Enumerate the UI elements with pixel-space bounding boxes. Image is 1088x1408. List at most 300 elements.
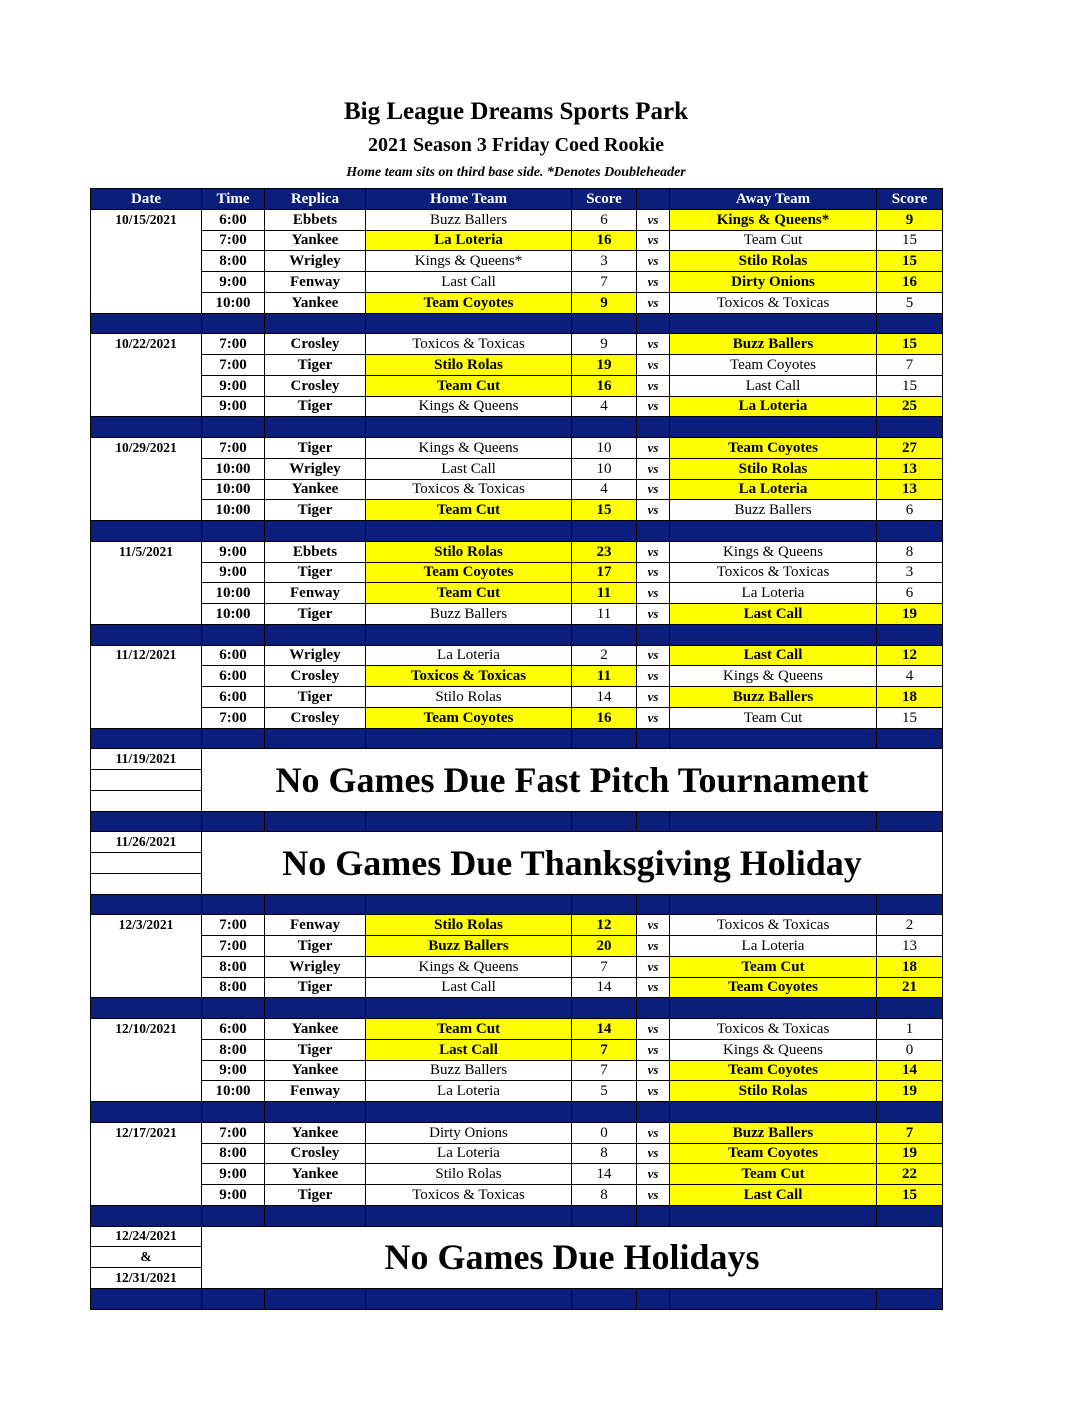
game-row xyxy=(91,1143,943,1164)
separator-cell xyxy=(265,728,366,749)
date-cell xyxy=(91,1060,202,1081)
time-cell: 6:00 xyxy=(202,645,265,666)
game-row xyxy=(91,1122,943,1143)
separator-cell xyxy=(91,624,202,645)
week-separator-row xyxy=(91,894,943,915)
date-cell xyxy=(91,770,202,791)
replica-field-cell: Ebbets xyxy=(265,541,366,562)
vs-cell: vs xyxy=(637,1081,670,1102)
no-games-banner: No Games Due Fast Pitch Tournament xyxy=(202,749,943,811)
vs-cell: vs xyxy=(637,230,670,251)
away-score-cell: 9 xyxy=(877,209,943,230)
date-cell xyxy=(91,853,202,874)
date-cell xyxy=(91,1143,202,1164)
time-cell: 8:00 xyxy=(202,956,265,977)
game-row xyxy=(91,666,943,687)
game-row xyxy=(91,251,943,272)
away-team-cell: Dirty Onions xyxy=(670,272,877,293)
separator-cell xyxy=(265,894,366,915)
replica-field-cell: Crosley xyxy=(265,375,366,396)
game-row xyxy=(91,438,943,459)
away-score-cell: 1 xyxy=(877,1019,943,1040)
home-team-cell: Last Call xyxy=(366,458,572,479)
separator-cell xyxy=(572,728,637,749)
home-score-cell: 12 xyxy=(572,915,637,936)
date-cell xyxy=(91,687,202,708)
away-team-cell: Buzz Ballers xyxy=(670,334,877,355)
vs-cell: vs xyxy=(637,666,670,687)
vs-cell: vs xyxy=(637,209,670,230)
away-team-cell: Team Coyotes xyxy=(670,438,877,459)
away-score-cell: 22 xyxy=(877,1164,943,1185)
separator-cell xyxy=(670,811,877,832)
separator-cell xyxy=(572,624,637,645)
home-score-cell: 9 xyxy=(572,334,637,355)
separator-cell xyxy=(265,1288,366,1309)
away-team-cell: Stilo Rolas xyxy=(670,251,877,272)
vs-cell: vs xyxy=(637,541,670,562)
home-team-cell: Kings & Queens xyxy=(366,956,572,977)
separator-cell xyxy=(202,894,265,915)
game-row xyxy=(91,458,943,479)
separator-cell xyxy=(91,894,202,915)
replica-field-cell: Fenway xyxy=(265,583,366,604)
week-separator-row xyxy=(91,1102,943,1123)
replica-field-cell: Fenway xyxy=(265,1081,366,1102)
separator-cell xyxy=(202,313,265,334)
time-cell: 9:00 xyxy=(202,562,265,583)
game-row xyxy=(91,1060,943,1081)
home-score-cell: 14 xyxy=(572,687,637,708)
time-cell: 7:00 xyxy=(202,915,265,936)
time-cell: 7:00 xyxy=(202,355,265,376)
home-score-cell: 23 xyxy=(572,541,637,562)
vs-cell: vs xyxy=(637,479,670,500)
replica-field-cell: Tiger xyxy=(265,687,366,708)
away-score-cell: 13 xyxy=(877,936,943,957)
away-team-cell: Buzz Ballers xyxy=(670,687,877,708)
schedule-body xyxy=(91,209,943,1309)
date-cell xyxy=(91,272,202,293)
separator-cell xyxy=(877,1205,943,1226)
home-score-cell: 6 xyxy=(572,209,637,230)
vs-cell: vs xyxy=(637,915,670,936)
game-row xyxy=(91,209,943,230)
home-score-cell: 19 xyxy=(572,355,637,376)
replica-field-cell: Yankee xyxy=(265,1019,366,1040)
time-cell: 9:00 xyxy=(202,375,265,396)
separator-cell xyxy=(265,417,366,438)
away-score-cell: 13 xyxy=(877,479,943,500)
replica-field-cell: Wrigley xyxy=(265,956,366,977)
home-score-cell: 8 xyxy=(572,1143,637,1164)
game-row xyxy=(91,1185,943,1206)
no-games-row xyxy=(91,832,943,853)
date-cell xyxy=(91,707,202,728)
home-team-cell: Kings & Queens* xyxy=(366,251,572,272)
col-header-away-score: Score xyxy=(877,189,943,210)
away-team-cell: Kings & Queens xyxy=(670,541,877,562)
game-row xyxy=(91,396,943,417)
date-cell xyxy=(91,500,202,521)
date-cell xyxy=(91,396,202,417)
home-score-cell: 16 xyxy=(572,375,637,396)
away-team-cell: Team Coyotes xyxy=(670,355,877,376)
replica-field-cell: Wrigley xyxy=(265,458,366,479)
separator-cell xyxy=(91,417,202,438)
date-cell xyxy=(91,1039,202,1060)
home-team-cell: Kings & Queens xyxy=(366,396,572,417)
separator-cell xyxy=(877,313,943,334)
no-games-banner: No Games Due Thanksgiving Holiday xyxy=(202,832,943,894)
home-team-cell: Team Coyotes xyxy=(366,292,572,313)
vs-cell: vs xyxy=(637,375,670,396)
home-team-cell: La Loteria xyxy=(366,1143,572,1164)
away-score-cell: 6 xyxy=(877,583,943,604)
replica-field-cell: Fenway xyxy=(265,272,366,293)
separator-cell xyxy=(670,728,877,749)
separator-cell xyxy=(366,811,572,832)
home-score-cell: 7 xyxy=(572,1039,637,1060)
separator-cell xyxy=(670,894,877,915)
time-cell: 6:00 xyxy=(202,687,265,708)
separator-cell xyxy=(265,811,366,832)
away-team-cell: Last Call xyxy=(670,1185,877,1206)
week-separator-row xyxy=(91,1288,943,1309)
separator-cell xyxy=(202,1205,265,1226)
vs-cell: vs xyxy=(637,396,670,417)
date-cell xyxy=(91,604,202,625)
home-team-cell: Team Cut xyxy=(366,583,572,604)
time-cell: 7:00 xyxy=(202,1122,265,1143)
separator-cell xyxy=(670,624,877,645)
home-team-cell: Stilo Rolas xyxy=(366,915,572,936)
away-score-cell: 15 xyxy=(877,707,943,728)
separator-cell xyxy=(877,521,943,542)
home-team-cell: Toxicos & Toxicas xyxy=(366,1185,572,1206)
replica-field-cell: Wrigley xyxy=(265,645,366,666)
col-header-home-team: Home Team xyxy=(366,189,572,210)
home-score-cell: 7 xyxy=(572,1060,637,1081)
time-cell: 9:00 xyxy=(202,541,265,562)
game-row xyxy=(91,541,943,562)
week-separator-row xyxy=(91,521,943,542)
time-cell: 9:00 xyxy=(202,1185,265,1206)
game-row xyxy=(91,707,943,728)
away-score-cell: 2 xyxy=(877,915,943,936)
home-score-cell: 17 xyxy=(572,562,637,583)
vs-cell: vs xyxy=(637,458,670,479)
separator-cell xyxy=(366,1288,572,1309)
week-separator-row xyxy=(91,1205,943,1226)
time-cell: 10:00 xyxy=(202,500,265,521)
date-cell xyxy=(91,458,202,479)
date-cell: & xyxy=(91,1247,202,1268)
col-header-time: Time xyxy=(202,189,265,210)
separator-cell xyxy=(202,811,265,832)
game-row xyxy=(91,272,943,293)
away-team-cell: Team Coyotes xyxy=(670,1060,877,1081)
date-cell xyxy=(91,375,202,396)
time-cell: 7:00 xyxy=(202,707,265,728)
time-cell: 8:00 xyxy=(202,251,265,272)
time-cell: 8:00 xyxy=(202,1143,265,1164)
replica-field-cell: Tiger xyxy=(265,1039,366,1060)
away-team-cell: Kings & Queens xyxy=(670,666,877,687)
away-score-cell: 19 xyxy=(877,1143,943,1164)
time-cell: 9:00 xyxy=(202,1164,265,1185)
away-team-cell: Buzz Ballers xyxy=(670,1122,877,1143)
separator-cell xyxy=(877,728,943,749)
date-cell: 12/24/2021 xyxy=(91,1226,202,1247)
header-row xyxy=(91,189,943,210)
date-cell xyxy=(91,1081,202,1102)
separator-cell xyxy=(637,417,670,438)
away-team-cell: Toxicos & Toxicas xyxy=(670,1019,877,1040)
home-score-cell: 20 xyxy=(572,936,637,957)
separator-cell xyxy=(366,521,572,542)
date-cell xyxy=(91,873,202,894)
week-separator-row xyxy=(91,811,943,832)
date-cell xyxy=(91,977,202,998)
home-team-cell: Toxicos & Toxicas xyxy=(366,334,572,355)
time-cell: 7:00 xyxy=(202,334,265,355)
vs-cell: vs xyxy=(637,438,670,459)
home-score-cell: 16 xyxy=(572,230,637,251)
separator-cell xyxy=(572,313,637,334)
home-team-cell: Toxicos & Toxicas xyxy=(366,479,572,500)
date-cell: 10/29/2021 xyxy=(91,438,202,459)
home-team-cell: Last Call xyxy=(366,977,572,998)
away-score-cell: 12 xyxy=(877,645,943,666)
home-score-cell: 15 xyxy=(572,500,637,521)
replica-field-cell: Tiger xyxy=(265,562,366,583)
away-score-cell: 15 xyxy=(877,375,943,396)
time-cell: 7:00 xyxy=(202,438,265,459)
no-games-row xyxy=(91,1226,943,1247)
vs-cell: vs xyxy=(637,1185,670,1206)
time-cell: 9:00 xyxy=(202,1060,265,1081)
home-team-cell: Buzz Ballers xyxy=(366,1060,572,1081)
separator-cell xyxy=(572,1102,637,1123)
replica-field-cell: Fenway xyxy=(265,915,366,936)
home-score-cell: 9 xyxy=(572,292,637,313)
replica-field-cell: Tiger xyxy=(265,355,366,376)
away-team-cell: La Loteria xyxy=(670,396,877,417)
week-separator-row xyxy=(91,998,943,1019)
away-team-cell: Kings & Queens xyxy=(670,1039,877,1060)
home-score-cell: 14 xyxy=(572,1164,637,1185)
separator-cell xyxy=(265,624,366,645)
vs-cell: vs xyxy=(637,1019,670,1040)
time-cell: 10:00 xyxy=(202,1081,265,1102)
separator-cell xyxy=(877,417,943,438)
separator-cell xyxy=(637,521,670,542)
no-games-row xyxy=(91,749,943,770)
date-cell xyxy=(91,562,202,583)
away-team-cell: La Loteria xyxy=(670,583,877,604)
away-score-cell: 27 xyxy=(877,438,943,459)
replica-field-cell: Yankee xyxy=(265,1060,366,1081)
home-team-cell: Buzz Ballers xyxy=(366,604,572,625)
home-score-cell: 4 xyxy=(572,479,637,500)
home-team-cell: Stilo Rolas xyxy=(366,687,572,708)
separator-cell xyxy=(637,998,670,1019)
home-team-cell: Team Coyotes xyxy=(366,562,572,583)
separator-cell xyxy=(670,998,877,1019)
vs-cell: vs xyxy=(637,936,670,957)
home-score-cell: 11 xyxy=(572,604,637,625)
time-cell: 10:00 xyxy=(202,604,265,625)
time-cell: 10:00 xyxy=(202,479,265,500)
separator-cell xyxy=(91,1102,202,1123)
date-cell xyxy=(91,1164,202,1185)
away-score-cell: 15 xyxy=(877,334,943,355)
date-cell xyxy=(91,790,202,811)
col-header-date: Date xyxy=(91,189,202,210)
home-score-cell: 5 xyxy=(572,1081,637,1102)
time-cell: 7:00 xyxy=(202,230,265,251)
separator-cell xyxy=(877,894,943,915)
game-row xyxy=(91,1019,943,1040)
away-score-cell: 15 xyxy=(877,251,943,272)
away-score-cell: 18 xyxy=(877,687,943,708)
home-score-cell: 14 xyxy=(572,1019,637,1040)
away-team-cell: Team Cut xyxy=(670,707,877,728)
vs-cell: vs xyxy=(637,292,670,313)
separator-cell xyxy=(637,728,670,749)
replica-field-cell: Ebbets xyxy=(265,209,366,230)
separator-cell xyxy=(91,1288,202,1309)
replica-field-cell: Yankee xyxy=(265,479,366,500)
separator-cell xyxy=(637,1288,670,1309)
replica-field-cell: Crosley xyxy=(265,707,366,728)
separator-cell xyxy=(637,811,670,832)
away-score-cell: 15 xyxy=(877,230,943,251)
game-row xyxy=(91,645,943,666)
separator-cell xyxy=(366,313,572,334)
home-score-cell: 8 xyxy=(572,1185,637,1206)
separator-cell xyxy=(202,417,265,438)
vs-cell: vs xyxy=(637,1164,670,1185)
replica-field-cell: Tiger xyxy=(265,1185,366,1206)
home-score-cell: 11 xyxy=(572,666,637,687)
replica-field-cell: Tiger xyxy=(265,977,366,998)
home-score-cell: 10 xyxy=(572,438,637,459)
separator-cell xyxy=(637,894,670,915)
separator-cell xyxy=(572,1205,637,1226)
separator-cell xyxy=(91,313,202,334)
away-team-cell: Team Cut xyxy=(670,1164,877,1185)
separator-cell xyxy=(572,1288,637,1309)
date-cell: 12/3/2021 xyxy=(91,915,202,936)
separator-cell xyxy=(572,894,637,915)
vs-cell: vs xyxy=(637,562,670,583)
separator-cell xyxy=(670,1102,877,1123)
home-team-cell: Team Coyotes xyxy=(366,707,572,728)
game-row xyxy=(91,355,943,376)
date-cell: 12/17/2021 xyxy=(91,1122,202,1143)
date-cell xyxy=(91,936,202,957)
home-team-cell: Team Cut xyxy=(366,500,572,521)
home-team-cell: La Loteria xyxy=(366,230,572,251)
date-cell xyxy=(91,292,202,313)
game-row xyxy=(91,479,943,500)
separator-cell xyxy=(366,624,572,645)
date-cell: 10/22/2021 xyxy=(91,334,202,355)
vs-cell: vs xyxy=(637,977,670,998)
home-team-cell: La Loteria xyxy=(366,645,572,666)
week-separator-row xyxy=(91,624,943,645)
separator-cell xyxy=(265,313,366,334)
game-row xyxy=(91,956,943,977)
time-cell: 8:00 xyxy=(202,977,265,998)
vs-cell: vs xyxy=(637,1122,670,1143)
game-row xyxy=(91,1164,943,1185)
time-cell: 6:00 xyxy=(202,1019,265,1040)
time-cell: 6:00 xyxy=(202,666,265,687)
away-score-cell: 13 xyxy=(877,458,943,479)
date-cell: 10/15/2021 xyxy=(91,209,202,230)
separator-cell xyxy=(202,998,265,1019)
separator-cell xyxy=(91,1205,202,1226)
col-header-replica: Replica xyxy=(265,189,366,210)
game-row xyxy=(91,687,943,708)
replica-field-cell: Tiger xyxy=(265,604,366,625)
separator-cell xyxy=(670,1205,877,1226)
col-header-home-score: Score xyxy=(572,189,637,210)
week-separator-row xyxy=(91,417,943,438)
replica-field-cell: Tiger xyxy=(265,438,366,459)
date-cell xyxy=(91,666,202,687)
replica-field-cell: Yankee xyxy=(265,1164,366,1185)
separator-cell xyxy=(202,1102,265,1123)
home-score-cell: 16 xyxy=(572,707,637,728)
away-score-cell: 21 xyxy=(877,977,943,998)
separator-cell xyxy=(572,521,637,542)
away-score-cell: 15 xyxy=(877,1185,943,1206)
vs-cell: vs xyxy=(637,334,670,355)
replica-field-cell: Tiger xyxy=(265,500,366,521)
home-score-cell: 7 xyxy=(572,272,637,293)
away-score-cell: 7 xyxy=(877,1122,943,1143)
vs-cell: vs xyxy=(637,583,670,604)
separator-cell xyxy=(91,728,202,749)
separator-cell xyxy=(202,521,265,542)
home-score-cell: 7 xyxy=(572,956,637,977)
vs-cell: vs xyxy=(637,1039,670,1060)
separator-cell xyxy=(877,811,943,832)
home-team-cell: La Loteria xyxy=(366,1081,572,1102)
replica-field-cell: Yankee xyxy=(265,292,366,313)
separator-cell xyxy=(670,313,877,334)
home-team-cell: Buzz Ballers xyxy=(366,209,572,230)
home-score-cell: 2 xyxy=(572,645,637,666)
date-cell xyxy=(91,583,202,604)
vs-cell: vs xyxy=(637,956,670,977)
home-score-cell: 3 xyxy=(572,251,637,272)
time-cell: 6:00 xyxy=(202,209,265,230)
home-team-cell: Stilo Rolas xyxy=(366,355,572,376)
away-score-cell: 16 xyxy=(877,272,943,293)
home-score-cell: 11 xyxy=(572,583,637,604)
separator-cell xyxy=(366,417,572,438)
game-row xyxy=(91,562,943,583)
schedule-note: Home team sits on third base side. *Denotes Doubleheader xyxy=(346,165,686,180)
away-team-cell: Kings & Queens* xyxy=(670,209,877,230)
date-cell xyxy=(91,230,202,251)
home-team-cell: Buzz Ballers xyxy=(366,936,572,957)
